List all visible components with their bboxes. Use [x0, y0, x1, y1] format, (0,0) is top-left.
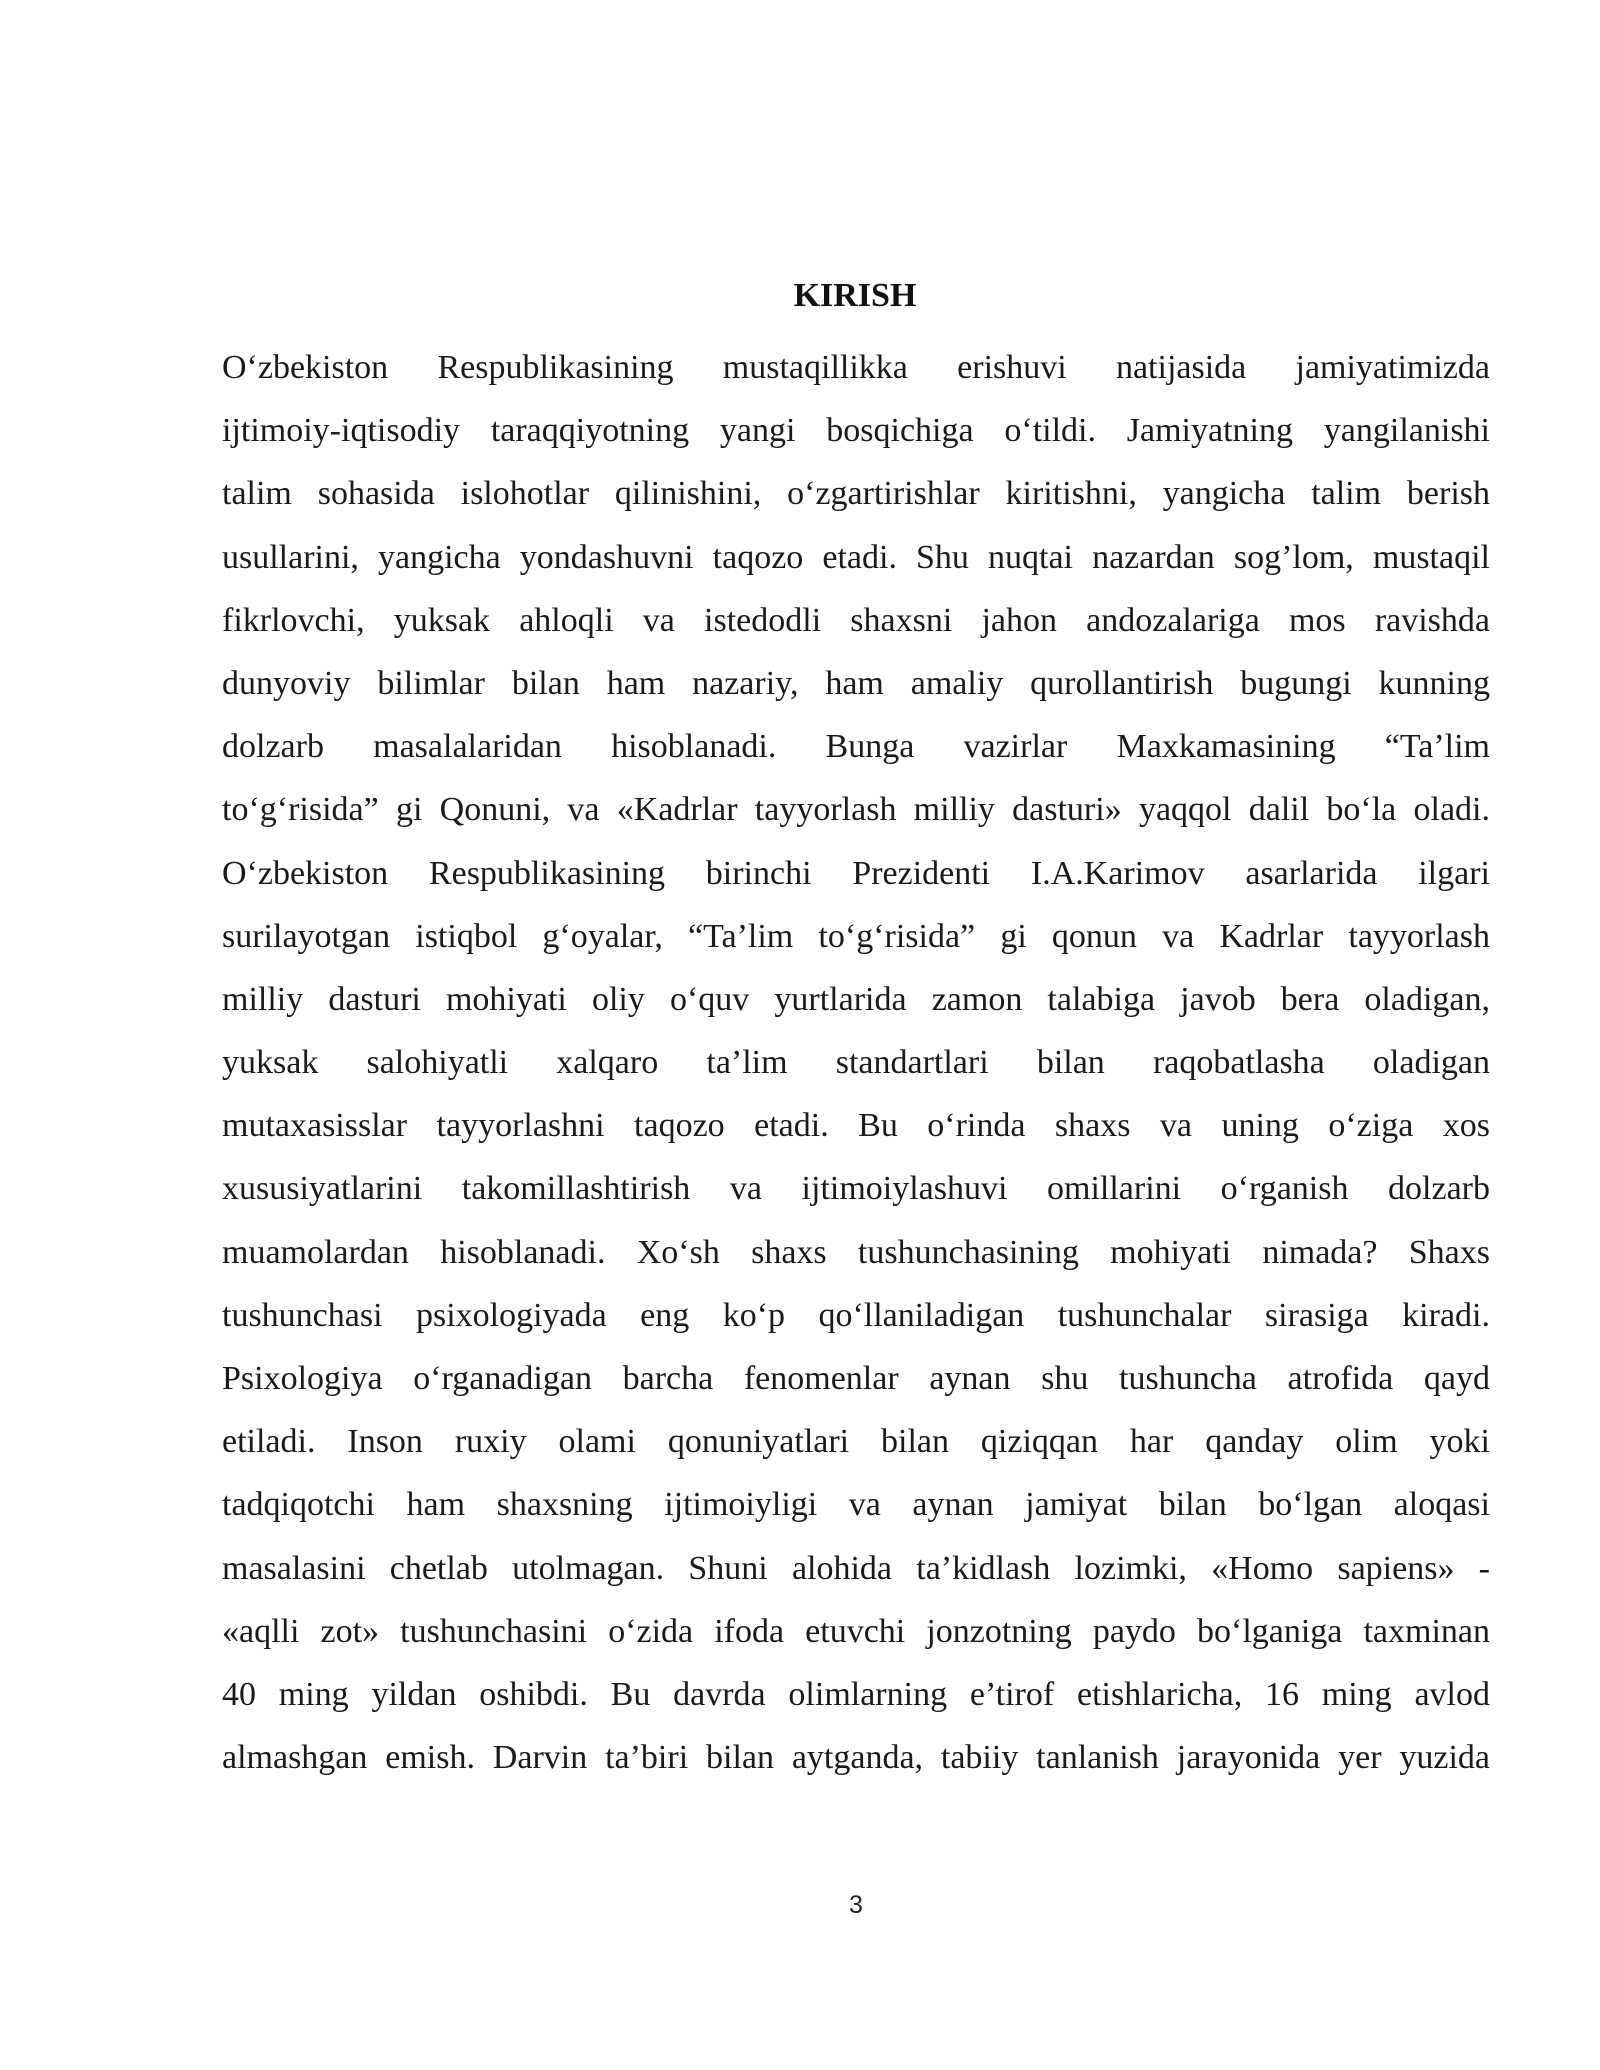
text-line: Psixologiya o‘rganadigan barcha fenomenlar aynan shu tushuncha atrofida qayd — [222, 1360, 1490, 1397]
text-line: talim sohasida islohotlar qilinishini, o‘zgartirishlar kiritishni, yangicha talim berish — [222, 475, 1490, 513]
text-line: dolzarb masalalaridan hisoblanadi. Bunga vazirlar Maxkamasining “Ta’lim — [222, 728, 1490, 766]
text-line: usullarini, yangicha yondashuvni taqozo etadi. Shu nuqtai nazardan sog’lom, mustaqil — [222, 538, 1490, 576]
text-line: muamolardan hisoblanadi. Xo‘sh shaxs tushunchasining mohiyati nimada? Shaxs — [222, 1233, 1490, 1271]
text-line: tadqiqotchi ham shaxsning ijtimoiyligi va aynan jamiyat bilan bo‘lgan aloqasi — [222, 1486, 1490, 1524]
text-line: masalasini chetlab utolmagan. Shuni alohida ta’kidlash lozimki, «Homo sapiens» - — [222, 1549, 1490, 1587]
text-line: yuksak salohiyatli xalqaro ta’lim standartlari bilan raqobatlasha oladigan — [222, 1044, 1490, 1082]
text-line: xususiyatlarini takomillashtirish va ijtimoiylashuvi omillarini o‘rganish dolzarb — [222, 1170, 1490, 1208]
text-line: surilayotgan istiqbol g‘oyalar, “Ta’lim to‘g‘risida” gi qonun va Kadrlar tayyorlash — [222, 917, 1490, 955]
text-line: to‘g‘risida” gi Qonuni, va «Kadrlar tayyorlash milliy dasturi» yaqqol dalil bo‘la oladi. — [222, 791, 1490, 829]
section-heading: KIRISH — [793, 277, 917, 314]
text-line: mutaxasisslar tayyorlashni taqozo etadi. Bu o‘rinda shaxs va uning o‘ziga xos — [222, 1107, 1490, 1145]
text-line: almashgan emish. Darvin ta’biri bilan aytganda, tabiiy tanlanish jarayonida yer yuzida — [222, 1739, 1490, 1777]
text-line: milliy dasturi mohiyati oliy o‘quv yurtlarida zamon talabiga javob bera oladigan, — [222, 980, 1490, 1018]
text-line: etiladi. Inson ruxiy olami qonuniyatlari bilan qiziqqan har qanday olim yoki — [222, 1423, 1490, 1461]
text-line: dunyoviy bilimlar bilan ham nazariy, ham amaliy qurollantirish bugungi kunning — [222, 664, 1490, 702]
text-line: ijtimoiy-iqtisodiy taraqqiyotning yangi bosqichiga o‘tildi. Jamiyatning yangilanishi — [222, 412, 1490, 450]
page-number: 3 — [849, 1891, 863, 1919]
text-line: «aqlli zot» tushunchasini o‘zida ifoda etuvchi jonzotning paydo bo‘lganiga taxminan — [222, 1612, 1490, 1650]
text-line: 40 ming yildan oshibdi. Bu davrda olimlarning e’tirof etishlaricha, 16 ming avlod — [222, 1675, 1490, 1713]
text-line: fikrlovchi, yuksak ahloqli va istedodli shaxsni jahon andozalariga mos ravishda — [222, 601, 1490, 639]
text-line: tushunchasi psixologiyada eng ko‘p qo‘llaniladigan tushunchalar sirasiga kiradi. — [222, 1296, 1490, 1334]
text-line: O‘zbekiston Respublikasining mustaqillikka erishuvi natijasida jamiyatimizda — [222, 349, 1490, 386]
body-paragraph — [222, 336, 1490, 1789]
text-line: O‘zbekiston Respublikasining birinchi Prezidenti I.A.Karimov asarlarida ilgari — [222, 854, 1490, 892]
